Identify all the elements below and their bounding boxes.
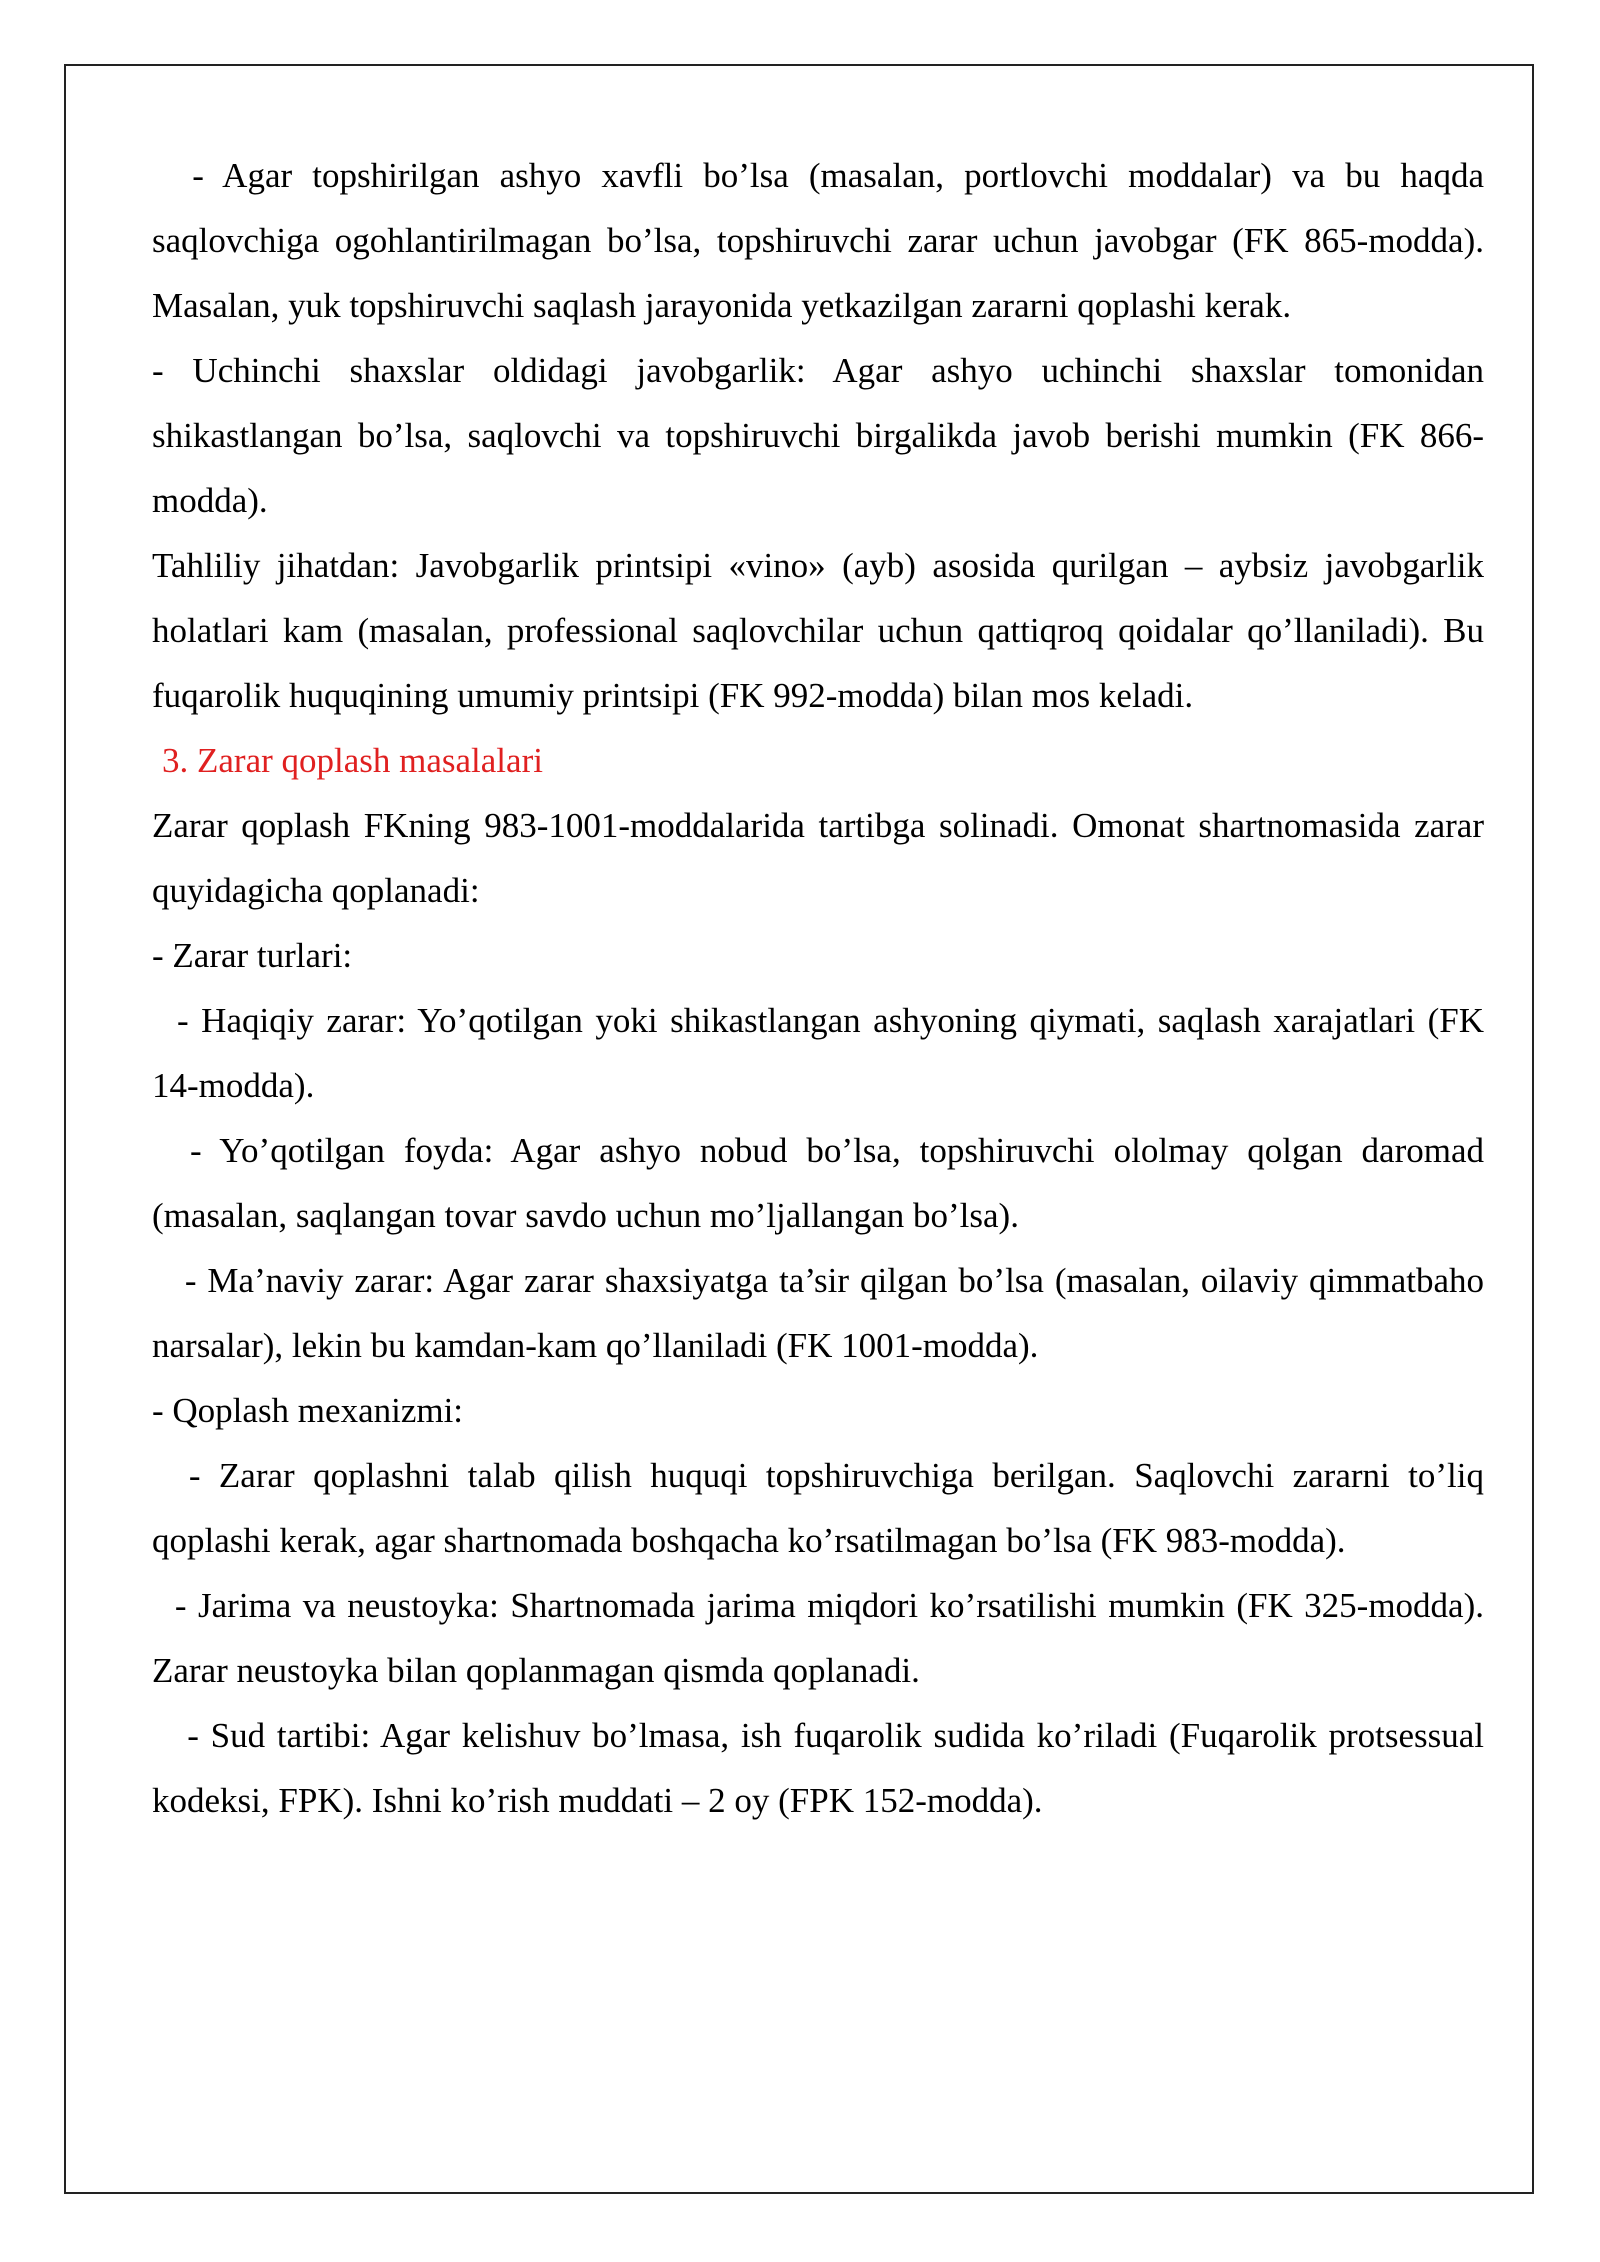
list-item-court-procedure: - Sud tartibi: Agar kelishuv bo’lmasa, ish fuqarolik sudida ko’riladi (Fuqarolik protsessual kodeksi, FPK). Ishni ko’rish muddati – 2 oy (FPK 152-modda). xyxy=(152,1716,1493,1820)
paragraph-dangerous-goods: - Agar topshirilgan ashyo xavfli bo’lsa (masalan, portlovchi moddalar) va bu haqda saqlovchiga ogohlantirilmagan bo’lsa, topshiruvchi zarar uchun javobgar (FK 865-modda). Masalan, yuk topshiruvchi saqlash jarayonida yetkazilgan zararni qoplashi kerak. xyxy=(152,156,1493,325)
paragraph-analysis: Tahliliy jihatdan: Javobgarlik printsipi «vino» (ayb) asosida qurilgan – aybsiz javobgarlik holatlari kam (masalan, professional saqlovchilar uchun qattiqroq qoidalar qo’llaniladi). Bu fuqarolik huquqining umumiy printsipi (FK 992-modda) bilan mos keladi. xyxy=(152,546,1484,715)
list-header-mechanism: - Qoplash mexanizmi: xyxy=(152,1391,464,1430)
list-header-damage-types: - Zarar turlari: xyxy=(152,936,353,975)
paragraph-third-party-liability: - Uchinchi shaxslar oldidagi javobgarlik: Agar ashyo uchinchi shaxslar tomonidan shikastlangan bo’lsa, saqlovchi va topshiruvchi birgalikda javob berishi mumkin (FK 866-modda). xyxy=(152,351,1484,520)
list-item-claim-right: - Zarar qoplashni talab qilish huquqi topshiruvchiga berilgan. Saqlovchi zararni to’liq qoplashi kerak, agar shartnomada boshqacha ko’rsatilmagan bo’lsa (FK 983-modda). xyxy=(152,1456,1493,1560)
section-heading: 3. Zarar qoplash masalalari xyxy=(162,741,543,780)
list-item-moral-damage: - Ma’naviy zarar: Agar zarar shaxsiyatga ta’sir qilgan bo’lsa (masalan, oilaviy qimmatbaho narsalar), lekin bu kamdan-kam qo’llaniladi (FK 1001-modda). xyxy=(152,1261,1493,1365)
paragraph-compensation-intro: Zarar qoplash FKning 983-1001-moddalarida tartibga solinadi. Omonat shartnomasida zarar quyidagicha qoplanadi: xyxy=(152,806,1484,910)
list-item-actual-damage: - Haqiqiy zarar: Yo’qotilgan yoki shikastlangan ashyoning qiymati, saqlash xarajatlari (FK 14-modda). xyxy=(152,1001,1493,1105)
document-body xyxy=(152,143,1493,1833)
list-item-lost-profit: - Yo’qotilgan foyda: Agar ashyo nobud bo’lsa, topshiruvchi ololmay qolgan daromad (masalan, saqlangan tovar savdo uchun mo’ljallangan bo’lsa). xyxy=(152,1131,1493,1235)
list-item-penalty: - Jarima va neustoyka: Shartnomada jarima miqdori ko’rsatilishi mumkin (FK 325-modda). Zarar neustoyka bilan qoplanmagan qismda qoplanadi. xyxy=(152,1586,1493,1690)
